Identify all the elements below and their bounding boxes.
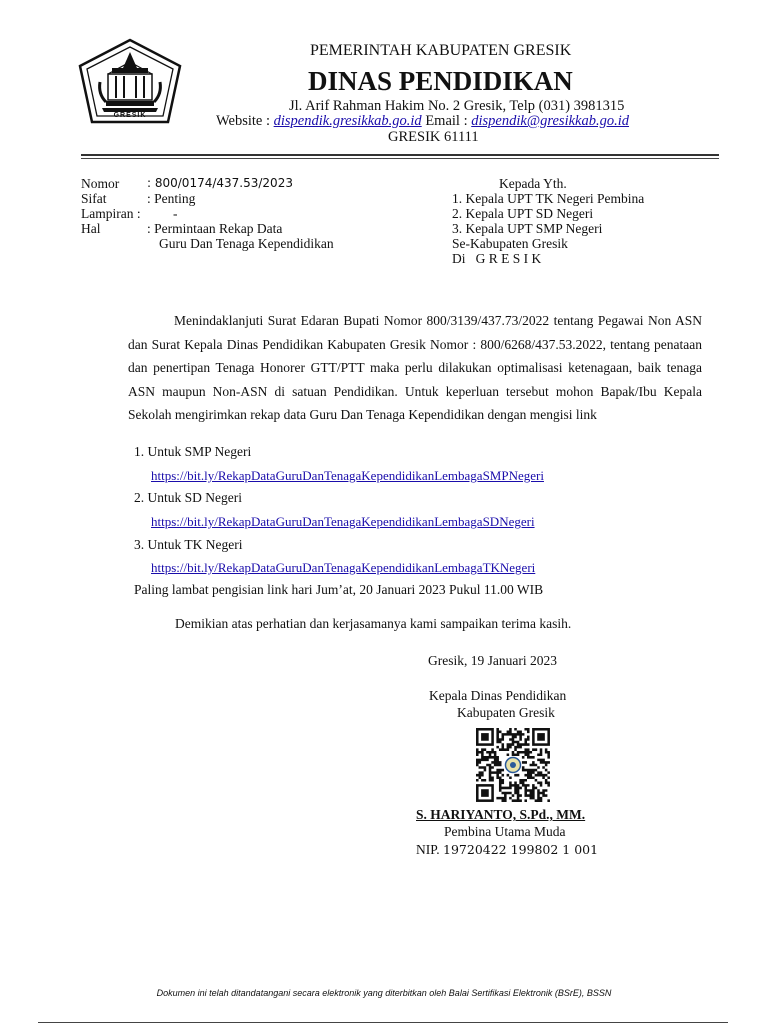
hal-value: : Permintaan Rekap Data (147, 221, 283, 236)
recipient-line: 2. Kepala UPT SD Negeri (452, 206, 594, 221)
sifat-value: : Penting (147, 191, 196, 206)
esignature-footer-note: Dokumen ini telah ditandatangani secara elektronik yang diterbitkan oleh Balai Sertifikasi Elektronik (BSrE), BSSN (156, 988, 612, 998)
office-address: Jl. Arif Rahman Hakim No. 2 Gresik, Telp (031) 3981315 (289, 98, 625, 114)
email-label: Email : (421, 113, 472, 129)
signatory-region: Kabupaten Gresik (457, 705, 555, 720)
email-link[interactable]: dispendik@gresikkab.go.id (471, 113, 630, 129)
nip-value: 19720422 199802 1 001 (443, 842, 599, 857)
government-name: PEMERINTAH KABUPATEN GRESIK (310, 42, 572, 59)
signatory-name: S. HARIYANTO, S.Pd., MM. (416, 807, 586, 822)
city-postal-code: GRESIK 61111 (388, 129, 479, 145)
recipient-block (452, 176, 712, 266)
signatory-rank: Pembina Utama Muda (444, 824, 566, 839)
website-link[interactable]: dispendik.gresikkab.go.id (273, 113, 422, 129)
nomor-label: Nomor (81, 176, 120, 191)
hal-label: Hal (81, 221, 101, 236)
lampiran-value: - (173, 206, 178, 221)
recipient-line: 1. Kepala UPT TK Negeri Pembina (452, 191, 645, 206)
recipient-heading: Kepada Yth. (499, 176, 567, 191)
regency-logo (76, 38, 184, 130)
signatory-nip (416, 842, 598, 858)
nomor-value: : 800/0174/437.53/2023 (147, 176, 293, 190)
tk-form-link[interactable]: https://bit.ly/RekapDataGuruDanTenagaKependidikanLembagaTKNegeri (151, 560, 536, 575)
website-label: Website : (216, 113, 274, 129)
recipient-line: 3. Kepala UPT SMP Negeri (452, 221, 603, 236)
lampiran-label: Lampiran : (81, 206, 141, 221)
list-item-label: 1. Untuk SMP Negeri (134, 444, 252, 459)
signatory-title: Kepala Dinas Pendidikan (429, 688, 567, 703)
list-item-label: 2. Untuk SD Negeri (134, 490, 242, 505)
letter-meta (81, 176, 411, 256)
deadline-note: Paling lambat pengisian link hari Jum’at, 20 Januari 2023 Pukul 11.00 WIB (134, 582, 544, 597)
recipient-line: Se-Kabupaten Gresik (452, 236, 568, 251)
qr-code-signature (469, 728, 557, 802)
body-paragraph: Menindaklanjuti Surat Edaran Bupati Nomor 800/3139/437.73/2022 tentang Pegawai Non ASN dan Surat Kepala Dinas Pendidikan Kabupaten Gresik Nomor : 800/6268/437.53.2022, tentang penataan dan penertipan Tenaga Honorer GTT/PTT maka perlu dilakukan optimalisasi ketenagaan, baik tenaga ASN maupun Non-ASN di satuan Pendidikan. Untuk keperluan tersebut mohon Bapak/Ibu Kepala Sekolah mengirimkan rekap data Guru Dan Tenaga Kependidikan dengan mengisi link (128, 313, 702, 423)
contact-line (216, 113, 629, 130)
sifat-label: Sifat (81, 191, 107, 206)
closing-sentence: Demikian atas perhatian dan kerjasamanya kami sampaikan terima kasih. (175, 616, 572, 631)
letterhead-divider-thick (81, 154, 719, 156)
nip-label: NIP. (416, 842, 444, 857)
agency-name: DINAS PENDIDIKAN (308, 66, 573, 96)
letterhead-divider-thin (81, 158, 719, 159)
footer-rule (38, 1022, 728, 1023)
sd-form-link[interactable]: https://bit.ly/RekapDataGuruDanTenagaKependidikanLembagaSDNegeri (151, 514, 535, 529)
recipient-line: Di G R E S I K (452, 251, 542, 266)
hal-value-continued: Guru Dan Tenaga Kependidikan (159, 236, 334, 251)
list-item-label: 3. Untuk TK Negeri (134, 537, 243, 552)
smp-form-link[interactable]: https://bit.ly/RekapDataGuruDanTenagaKependidikanLembagaSMPNegeri (151, 468, 544, 483)
place-date: Gresik, 19 Januari 2023 (428, 653, 557, 668)
logo-lettering: GRESIK (113, 112, 147, 119)
